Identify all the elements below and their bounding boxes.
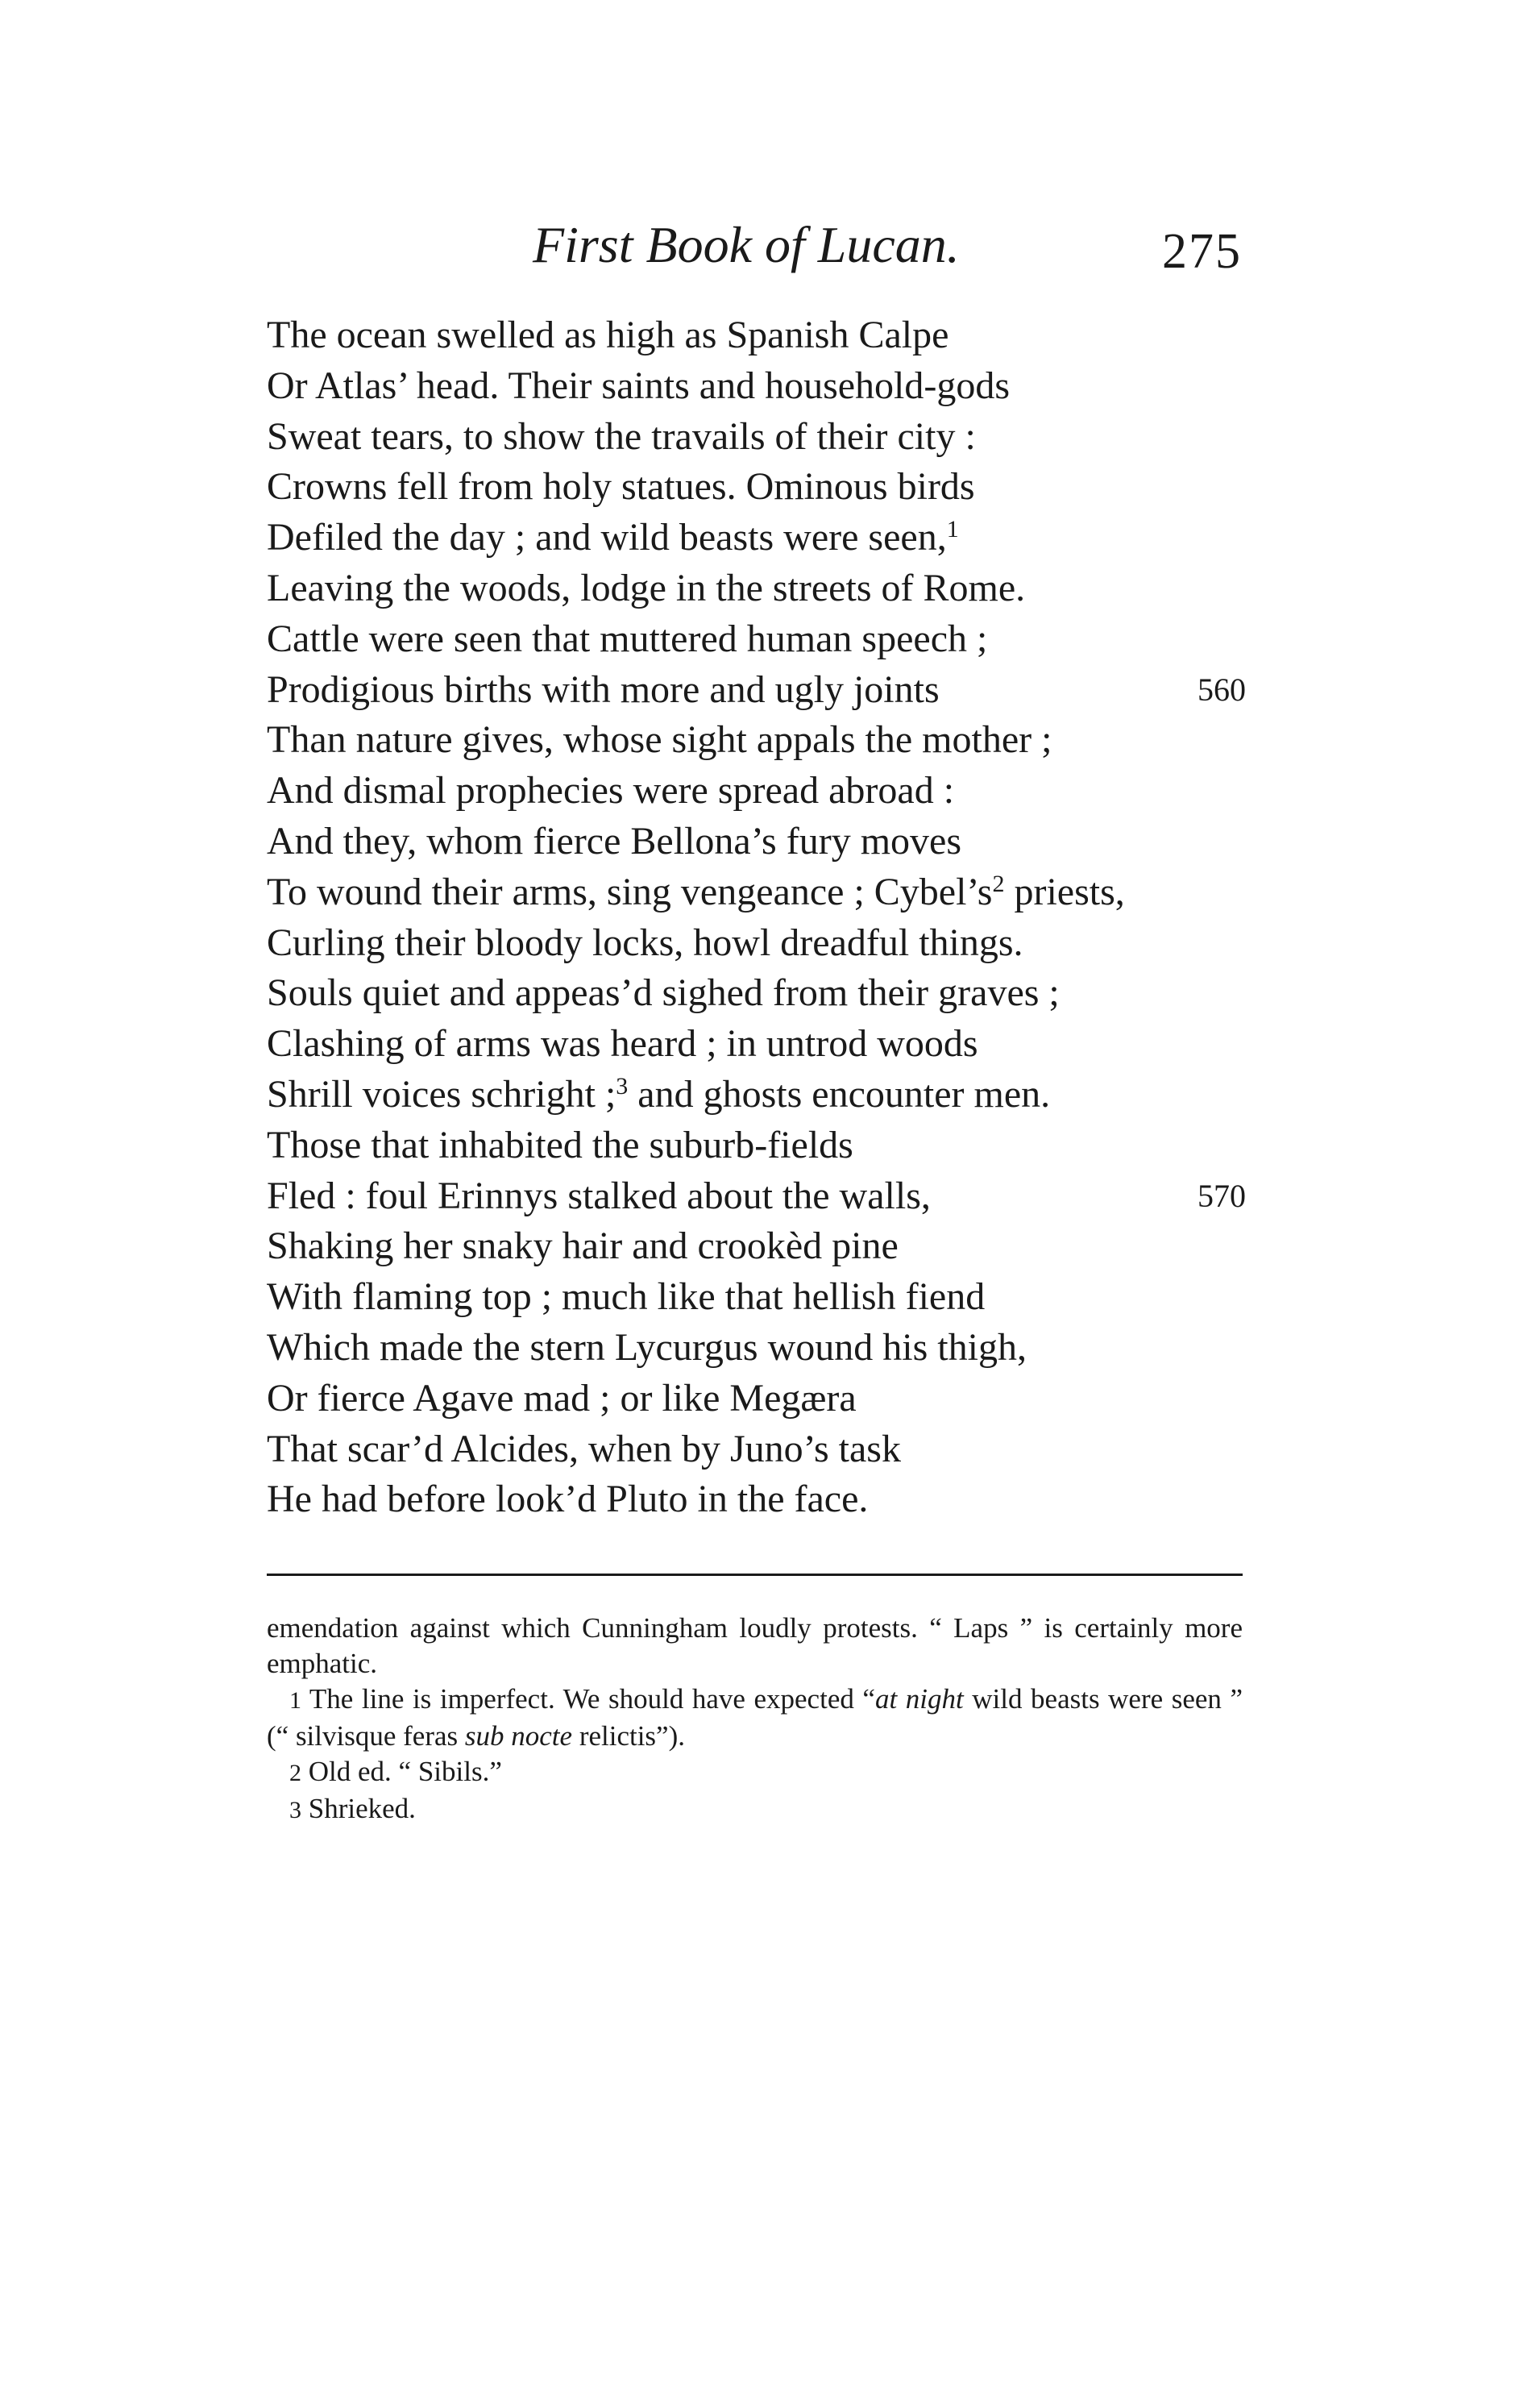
verse-line <box>267 310 1246 361</box>
verse-text: priests, <box>1004 870 1125 913</box>
running-head <box>267 205 1242 285</box>
verse-line <box>267 715 1246 766</box>
footnote-text: relictis”). <box>572 1720 685 1752</box>
verse-line <box>267 1070 1246 1120</box>
verse-line <box>267 1424 1246 1475</box>
verse-text: Crowns fell from holy statues. Ominous birds <box>267 465 975 509</box>
verse-text: and ghosts encounter men. <box>628 1072 1051 1116</box>
verse-line <box>267 817 1246 867</box>
footnote-marker: 3 <box>289 1797 301 1823</box>
verse-text: Shaking her snaky hair and crookèd pine <box>267 1224 899 1268</box>
verse-line <box>267 918 1246 969</box>
verse-text: Than nature gives, whose sight appals the mother ; <box>267 718 1052 762</box>
footnote-reference: 1 <box>946 516 959 543</box>
line-number: 570 <box>1198 1177 1246 1214</box>
footnote-2 <box>267 1754 1243 1791</box>
verse-line <box>267 766 1246 817</box>
verse-line <box>267 412 1246 463</box>
verse-line <box>267 867 1246 918</box>
verse-text: With flaming top ; much like that hellish fiend <box>267 1275 986 1319</box>
footnote-1 <box>267 1682 1243 1754</box>
footnote-3 <box>267 1791 1243 1828</box>
verse-text: Or Atlas’ head. Their saints and household-gods <box>267 364 1011 407</box>
verse-line <box>267 614 1246 665</box>
verse-line <box>267 1323 1246 1374</box>
verse-line <box>267 1019 1246 1070</box>
verse-text: Fled : foul Erinnys stalked about the walls, <box>267 1174 931 1217</box>
verse-line <box>267 1171 1246 1222</box>
footnote-text: wild beasts were seen ” (“ silvisque feras <box>267 1683 1243 1752</box>
footnote-reference: 2 <box>992 870 1005 897</box>
verse-text: Cattle were seen that muttered human speech ; <box>267 617 988 660</box>
page-number: 275 <box>1162 224 1242 279</box>
verse-line <box>267 513 1246 563</box>
footnote-reference: 3 <box>616 1072 629 1100</box>
footnote-marker: 1 <box>289 1687 301 1714</box>
footnotes <box>267 1611 1243 1828</box>
verse-block <box>267 310 1246 1525</box>
verse-text: Curling their bloody locks, howl dreadful things. <box>267 921 1023 964</box>
footnote-text: Shrieked. <box>301 1793 416 1824</box>
line-number: 560 <box>1198 671 1246 708</box>
running-title: First Book of Lucan. <box>533 216 960 273</box>
verse-line <box>267 563 1246 614</box>
verse-text: Defiled the day ; and wild beasts were seen, <box>267 516 947 559</box>
verse-text: Or fierce Agave mad ; or like Megæra <box>267 1376 857 1420</box>
verse-line <box>267 1120 1246 1171</box>
verse-text: Those that inhabited the suburb-fields <box>267 1123 853 1166</box>
verse-line <box>267 968 1246 1019</box>
verse-text: Souls quiet and appeas’d sighed from their graves ; <box>267 971 1060 1015</box>
footnote-continuation: emendation against which Cunningham loudly protests. “ Laps ” is certainly more emphatic. <box>267 1612 1243 1679</box>
footnote-text: Old ed. “ Sibils.” <box>301 1756 502 1787</box>
verse-text: Prodigious births with more and ugly joints <box>267 667 940 711</box>
verse-text: And they, whom fierce Bellona’s fury moves <box>267 819 962 863</box>
verse-line <box>267 1221 1246 1272</box>
footnote-marker: 2 <box>289 1760 301 1786</box>
verse-line <box>267 665 1246 716</box>
verse-text: The ocean swelled as high as Spanish Calpe <box>267 314 949 356</box>
verse-text: And dismal prophecies were spread abroad : <box>267 769 955 813</box>
verse-text: He had before look’d Pluto in the face. <box>267 1478 869 1521</box>
verse-text: Shrill voices schright ; <box>267 1072 616 1116</box>
verse-line <box>267 1272 1246 1323</box>
verse-line <box>267 462 1246 513</box>
verse-line <box>267 1474 1246 1525</box>
footnote-italic: sub nocte <box>464 1720 573 1752</box>
verse-line <box>267 361 1246 412</box>
verse-text: Which made the stern Lycurgus wound his thigh, <box>267 1325 1027 1369</box>
verse-text: Sweat tears, to show the travails of their city : <box>267 414 976 458</box>
verse-text: Leaving the woods, lodge in the streets of Rome. <box>267 566 1026 609</box>
verse-line <box>267 1374 1246 1424</box>
footnote-italic: at night <box>874 1683 964 1715</box>
verse-text: To wound their arms, sing vengeance ; Cybel’s <box>267 870 993 913</box>
verse-text: Clashing of arms was heard ; in untrod woods <box>267 1022 978 1066</box>
verse-text: That scar’d Alcides, when by Juno’s task <box>267 1427 901 1470</box>
footnote-text: The line is imperfect. We should have expected “ <box>301 1683 875 1715</box>
footnote-divider <box>267 1574 1243 1576</box>
